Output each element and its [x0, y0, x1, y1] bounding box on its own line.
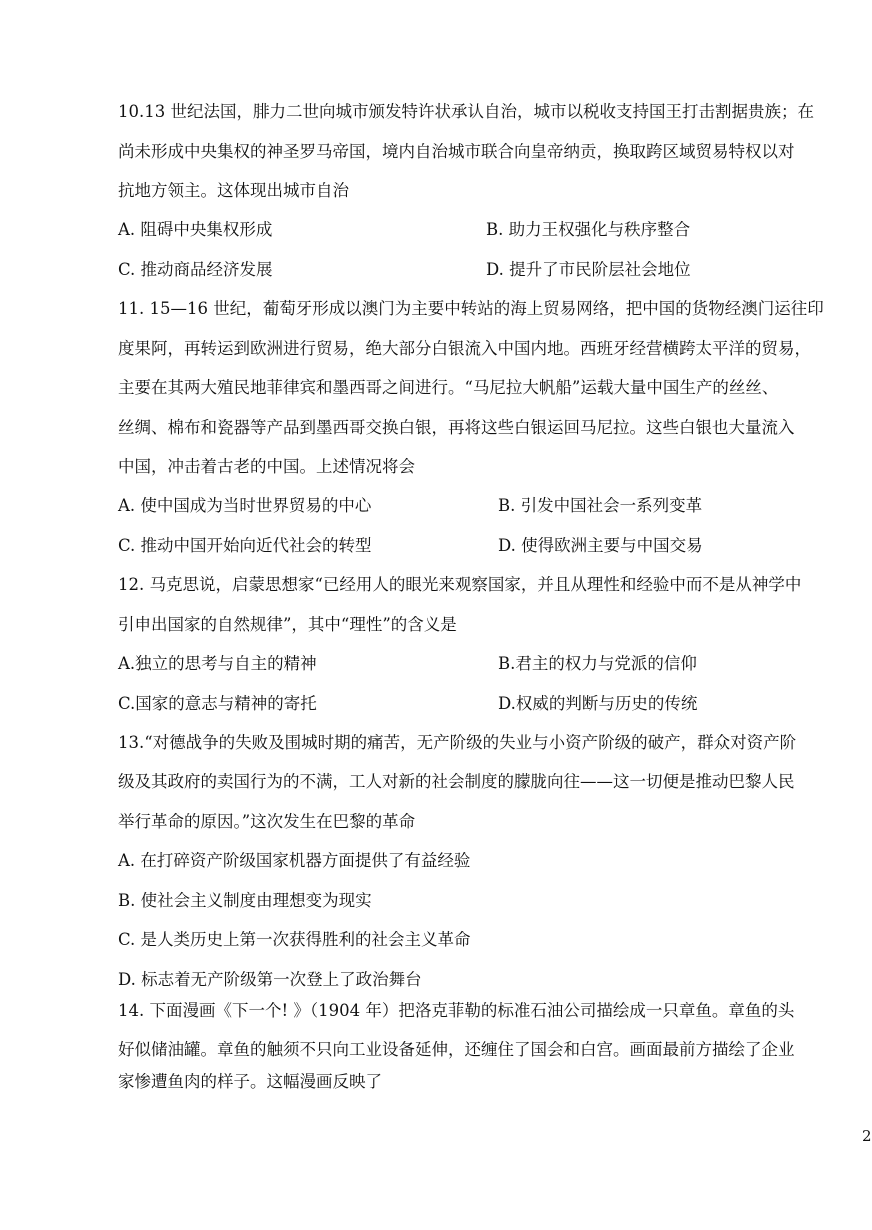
q13-stem-line-3: 举行革命的原因。”这次发生在巴黎的革命	[118, 812, 416, 831]
q11-option-c: C. 推动中国开始向近代社会的转型	[118, 536, 372, 555]
q11-option-a: A. 使中国成为当时世界贸易的中心	[118, 496, 372, 515]
q14-stem-line-3: 家惨遭鱼肉的样子。这幅漫画反映了	[118, 1072, 382, 1091]
q11-stem-line-1: 11. 15—16 世纪，葡萄牙形成以澳门为主要中转站的海上贸易网络，把中国的货物经澳门运往印	[118, 299, 824, 318]
q13-option-c: C. 是人类历史上第一次获得胜利的社会主义革命	[118, 930, 471, 949]
q12-option-c: C.国家的意志与精神的寄托	[118, 694, 317, 713]
q12-stem-line-1: 12. 马克思说，启蒙思想家“已经用人的眼光来观察国家，并且从理性和经验中而不是从神学中	[118, 575, 802, 594]
q11-option-d: D. 使得欧洲主要与中国交易	[498, 536, 703, 555]
q12-option-d: D.权威的判断与历史的传统	[498, 694, 698, 713]
q10-option-d: D. 提升了市民阶层社会地位	[486, 260, 691, 279]
q10-stem-line-2: 尚未形成中央集权的神圣罗马帝国，境内自治城市联合向皇帝纳贡，换取跨区域贸易特权以对	[118, 142, 795, 161]
q13-option-b: B. 使社会主义制度由理想变为现实	[118, 891, 372, 910]
q13-stem-line-2: 级及其政府的卖国行为的不满，工人对新的社会制度的朦胧向往——这一切便是推动巴黎人民	[118, 772, 795, 791]
q12-stem-line-2: 引申出国家的自然规律”，其中“理性”的含义是	[118, 615, 457, 634]
q10-option-b: B. 助力王权强化与秩序整合	[486, 220, 691, 239]
q11-stem-line-5: 中国，冲击着古老的中国。上述情况将会	[118, 457, 415, 476]
q13-option-d: D. 标志着无产阶级第一次登上了政治舞台	[118, 970, 422, 989]
page-number: 2	[862, 1127, 872, 1145]
q12-option-a: A.独立的思考与自主的精神	[118, 654, 317, 673]
q10-stem-line-3: 抗地方领主。这体现出城市自治	[118, 181, 349, 200]
q13-option-a: A. 在打碎资产阶级国家机器方面提供了有益经验	[118, 851, 471, 870]
q13-stem-line-1: 13.“对德战争的失败及围城时期的痛苦，无产阶级的失业与小资产阶级的破产，群众对资产阶	[118, 733, 797, 752]
q11-stem-line-4: 丝绸、棉布和瓷器等产品到墨西哥交换白银，再将这些白银运回马尼拉。这些白银也大量流入	[118, 418, 795, 437]
q11-option-b: B. 引发中国社会一系列变革	[498, 496, 703, 515]
q10-option-a: A. 阻碍中央集权形成	[118, 220, 273, 239]
q11-stem-line-2: 度果阿，再转运到欧洲进行贸易，绝大部分白银流入中国内地。西班牙经营横跨太平洋的贸易，	[118, 339, 811, 358]
q14-stem-line-2: 好似储油罐。章鱼的触须不只向工业设备延伸，还缠住了国会和白宫。画面最前方描绘了企业	[118, 1040, 795, 1059]
q12-option-b: B.君主的权力与党派的信仰	[498, 654, 697, 673]
q10-stem-line-1: 10.13 世纪法国，腓力二世向城市颁发特许状承认自治，城市以税收支持国王打击割据贵族；在	[118, 102, 814, 121]
q10-option-c: C. 推动商品经济发展	[118, 260, 273, 279]
q11-stem-line-3: 主要在其两大殖民地菲律宾和墨西哥之间进行。“马尼拉大帆船”运载大量中国生产的丝丝、	[118, 378, 779, 397]
q14-stem-line-1: 14. 下面漫画《下一个! 》（1904 年）把洛克菲勒的标准石油公司描绘成一只章鱼。章鱼的头	[118, 1001, 795, 1020]
